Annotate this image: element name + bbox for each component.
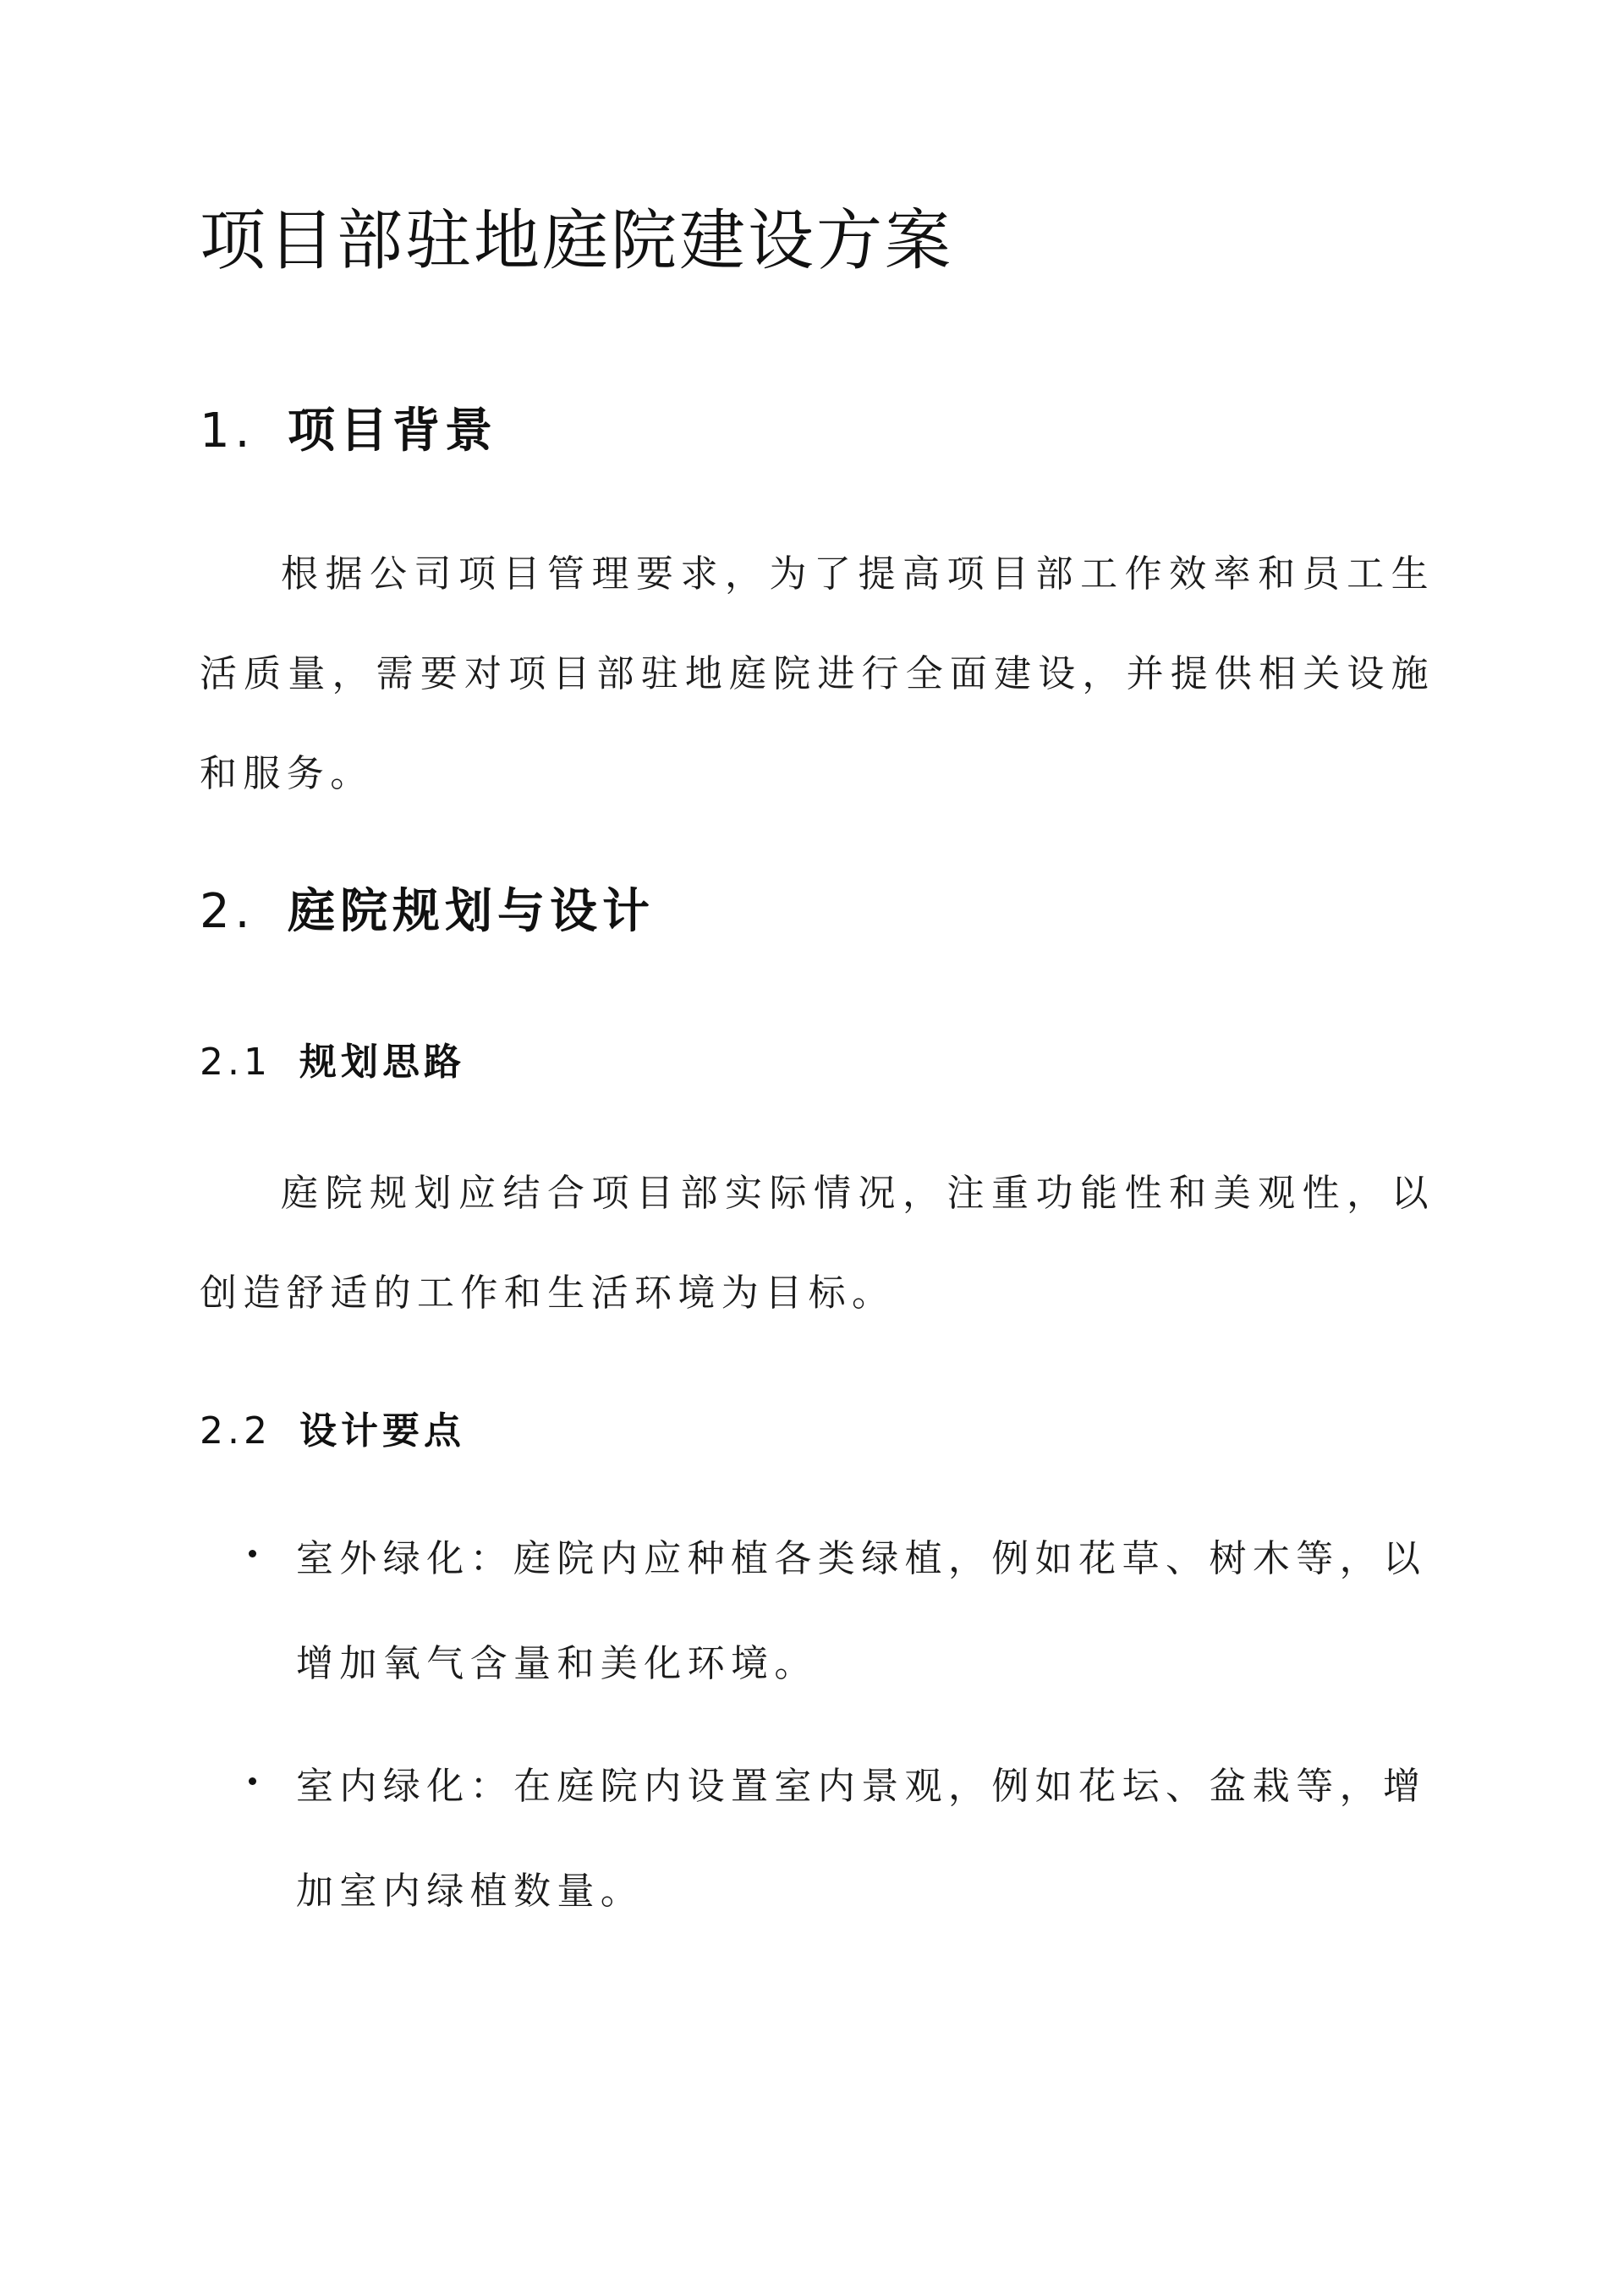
bullet-item-indoor-greening xyxy=(200,1734,1435,1944)
bullet-text: 室外绿化：庭院内应种植各类绿植，例如花草、树木等，以增加氧气含量和美化环境。 xyxy=(296,1537,1427,1685)
bullet-item-outdoor-greening xyxy=(200,1507,1435,1717)
paragraph-planning-approach: 庭院规划应结合项目部实际情况，注重功能性和美观性，以创造舒适的工作和生活环境为目标。 xyxy=(200,1172,1435,1315)
section-number: 1. xyxy=(200,404,255,459)
subsection-number: 2.2 xyxy=(200,1409,272,1453)
subsection-heading-2-1 xyxy=(200,1035,465,1090)
bullet-text: 室内绿化：在庭院内设置室内景观，例如花坛、盆栽等，增加室内绿植数量。 xyxy=(296,1765,1427,1913)
paragraph-project-background: 根据公司项目管理要求，为了提高项目部工作效率和员工生活质量，需要对项目部驻地庭院进行全面建设，并提供相关设施和服务。 xyxy=(200,552,1435,795)
subsection-number: 2.1 xyxy=(200,1041,272,1084)
bullet-dot-icon xyxy=(249,1777,256,1785)
section-heading-2 xyxy=(200,878,655,946)
document-title: 项目部驻地庭院建设方案 xyxy=(200,203,954,279)
section-heading-1 xyxy=(200,398,497,465)
section-number: 2. xyxy=(200,884,255,939)
section-heading-text: 庭院规划与设计 xyxy=(288,884,655,939)
bullet-dot-icon xyxy=(249,1550,256,1557)
subsection-heading-2-2 xyxy=(200,1404,465,1458)
section-heading-text: 项目背景 xyxy=(288,404,497,459)
subsection-heading-text: 规划思路 xyxy=(299,1041,465,1084)
subsection-heading-text: 设计要点 xyxy=(299,1409,465,1453)
